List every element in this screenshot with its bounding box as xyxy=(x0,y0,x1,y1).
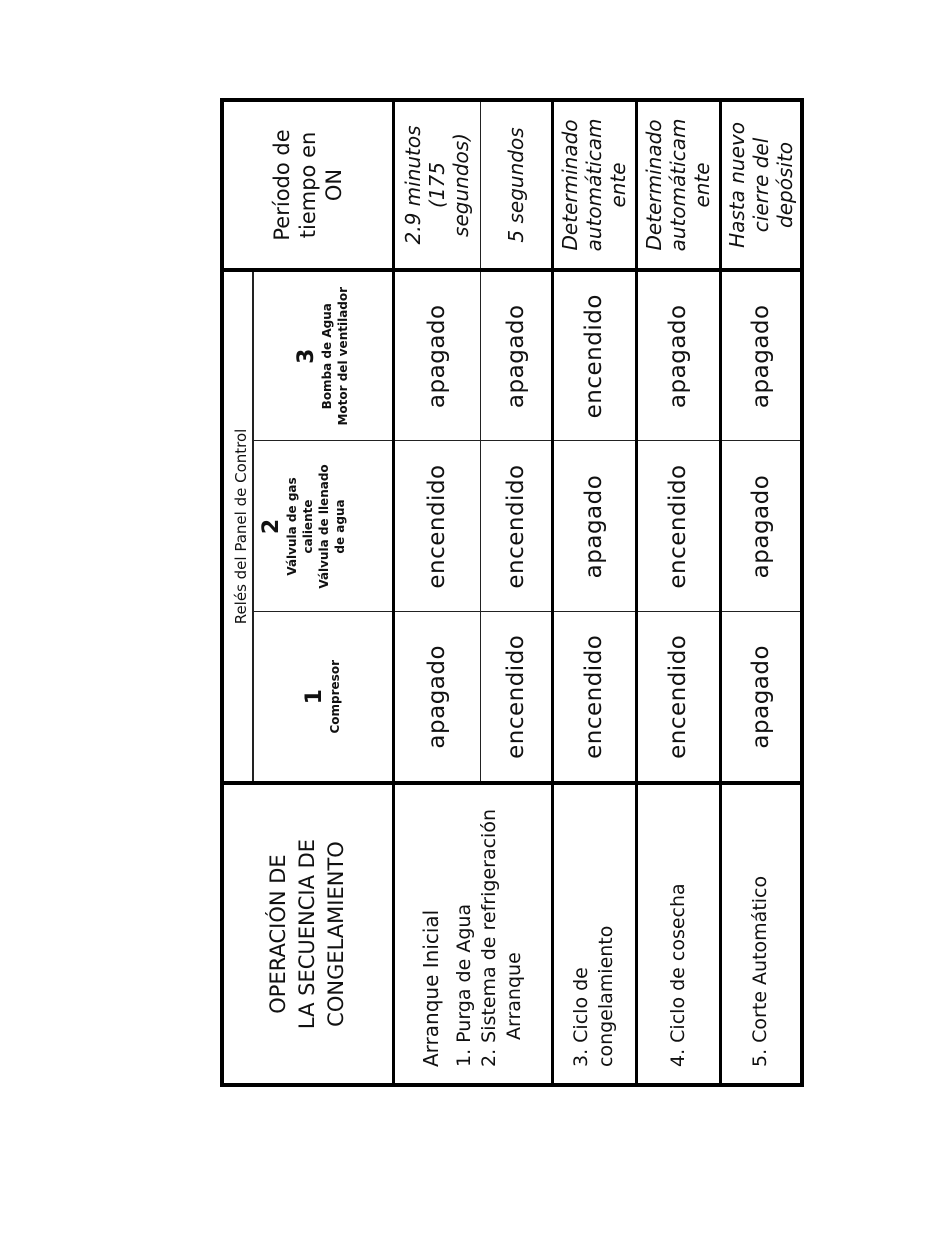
row-item: 2. Sistema de refrigeración xyxy=(477,809,500,1067)
relay-3-value: apagado xyxy=(636,270,720,441)
period-header-line: ON xyxy=(321,168,346,202)
period-header-line: Período de xyxy=(269,129,294,241)
rotated-table-wrapper xyxy=(220,102,797,1087)
relay-3-value: apagado xyxy=(480,270,552,441)
period-line: automáticam xyxy=(666,118,690,252)
period-value xyxy=(393,100,480,270)
period-value xyxy=(552,100,636,270)
row-label-line: 3. Ciclo de xyxy=(570,967,592,1067)
row-label-line: congelamiento xyxy=(595,925,617,1067)
period-line: segundos) xyxy=(449,133,473,237)
table-row xyxy=(636,100,720,1085)
relay-description: Válvula de llenado xyxy=(317,464,331,589)
table-row xyxy=(720,100,802,1085)
relay-number: 2 xyxy=(259,518,284,535)
relay-2-value: encendido xyxy=(393,441,480,612)
relay-description: de agua xyxy=(333,499,347,554)
relay-1-header xyxy=(253,612,393,783)
relay-1-value: encendido xyxy=(636,612,720,783)
rotated-page-frame xyxy=(220,102,797,1087)
period-line: (175 xyxy=(425,161,449,208)
row-item: 1. Purga de Agua xyxy=(452,903,475,1067)
relay-number: 3 xyxy=(293,348,319,364)
relay-3-value: encendido xyxy=(552,270,636,441)
operation-header-line: LA SECUENCIA DE xyxy=(295,838,320,1030)
period-header-line: tiempo en xyxy=(295,131,320,239)
relay-2-header xyxy=(253,441,393,612)
table-row xyxy=(393,100,480,1085)
operation-header-line: CONGELAMIENTO xyxy=(324,841,349,1027)
relay-3-header xyxy=(253,270,393,441)
period-line: Hasta nuevo xyxy=(724,122,749,248)
period-line: ente xyxy=(606,162,630,208)
freeze-sequence-table xyxy=(220,98,804,1087)
relay-number: 1 xyxy=(301,689,327,705)
relay-1-value: apagado xyxy=(720,612,802,783)
operation-header-line: OPERACIÓN DE xyxy=(266,854,291,1014)
relay-description: caliente xyxy=(301,499,315,554)
period-value xyxy=(636,100,720,270)
relay-2-value: encendido xyxy=(636,441,720,612)
row-label-line: 5. Corte Automático xyxy=(749,875,772,1067)
period-line: automáticam xyxy=(582,118,606,252)
row-label-line: 4. Ciclo de cosecha xyxy=(666,883,689,1067)
period-value xyxy=(480,100,552,270)
period-line: ente xyxy=(690,162,714,208)
relay-1-value: encendido xyxy=(480,612,552,783)
row-label-freeze-cycle xyxy=(552,783,636,1085)
period-line: depósito xyxy=(772,141,797,228)
relay-description: Válvula de gas xyxy=(285,477,299,576)
period-line: Determinado xyxy=(558,119,582,251)
row-label-auto-shutoff xyxy=(720,783,802,1085)
relay-1-value: encendido xyxy=(552,612,636,783)
period-line: Determinado xyxy=(642,119,666,251)
relay-1-value: apagado xyxy=(393,612,480,783)
row-title: Arranque Inicial xyxy=(418,909,443,1067)
relay-3-value: apagado xyxy=(393,270,480,441)
relay-description: Compresor xyxy=(327,660,342,734)
header-row-top xyxy=(222,100,253,1085)
relay-2-value: apagado xyxy=(720,441,802,612)
period-line: 2.9 minutos xyxy=(401,125,425,245)
relay-3-value: apagado xyxy=(720,270,802,441)
period-value xyxy=(720,100,802,270)
relay-group-title: Relés del Panel de Control xyxy=(222,270,253,783)
row-label-harvest-cycle xyxy=(636,783,720,1085)
row-label-initial-start xyxy=(393,783,552,1085)
period-line: cierre del xyxy=(748,137,773,233)
operation-header xyxy=(222,783,393,1085)
row-item-continuation: Arranque xyxy=(502,952,525,1040)
period-header xyxy=(222,100,393,270)
period-line: 5 segundos xyxy=(503,127,528,243)
relay-description: Bomba de Agua xyxy=(319,303,334,410)
table-row xyxy=(552,100,636,1085)
relay-2-value: encendido xyxy=(480,441,552,612)
relay-description: Motor del ventilador xyxy=(335,286,350,426)
relay-2-value: apagado xyxy=(552,441,636,612)
